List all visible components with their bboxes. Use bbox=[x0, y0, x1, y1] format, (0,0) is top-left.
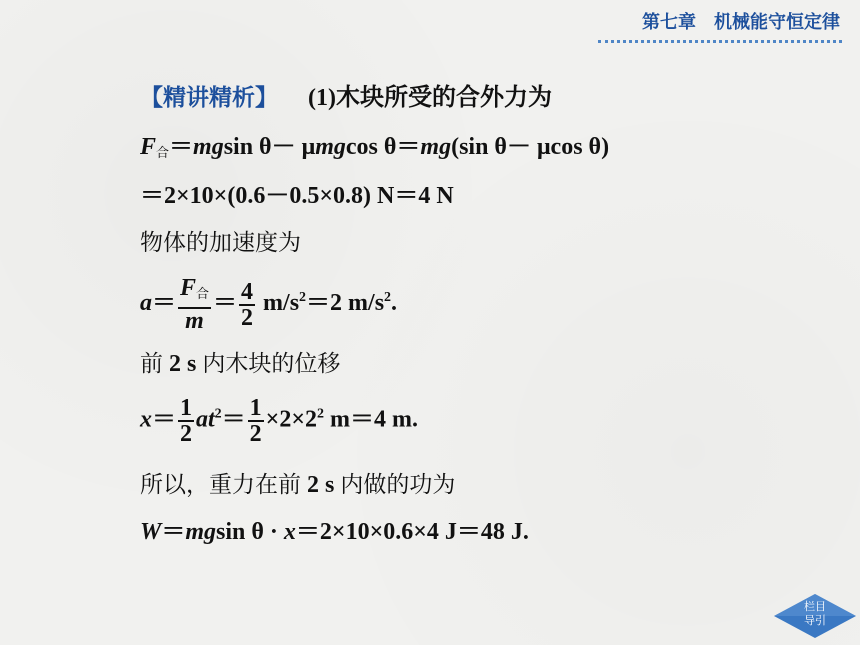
product: ×2×2 bbox=[265, 406, 318, 433]
unit: m/s bbox=[263, 290, 300, 317]
accel-symbol: a bbox=[140, 290, 152, 317]
x-symbol: x bbox=[140, 406, 152, 433]
equals: ＝ bbox=[169, 134, 194, 160]
denominator-2: 2 bbox=[241, 304, 254, 331]
work-intro-post: 内做的功为 bbox=[340, 472, 456, 498]
part1-text bbox=[308, 85, 552, 111]
sin-term: sin θ · bbox=[216, 519, 284, 545]
x-symbol: x bbox=[283, 519, 296, 545]
work-intro-time: 2 s bbox=[307, 472, 335, 498]
numeric-fraction bbox=[239, 280, 255, 330]
disp-intro-time: 2 s bbox=[169, 351, 197, 377]
disp-intro-pre: 前 bbox=[140, 351, 163, 377]
sin-term: sin θ－ μ bbox=[223, 134, 316, 160]
equals: ＝ bbox=[152, 290, 176, 317]
heading-line bbox=[140, 86, 552, 110]
header-divider bbox=[598, 40, 842, 43]
nav-label-line2: 导引 bbox=[804, 614, 826, 627]
equals: ＝ bbox=[221, 406, 246, 433]
equals: ＝ bbox=[161, 519, 186, 545]
denominator-2: 2 bbox=[249, 421, 262, 447]
accel-intro: 物体的加速度为 bbox=[140, 230, 301, 256]
exponent: 2 bbox=[214, 406, 222, 422]
mg-term: mg bbox=[315, 134, 346, 160]
part1-label: (1)木块所受的合外力为 bbox=[308, 85, 552, 111]
paren-term: (sin θ－ μcos θ) bbox=[451, 134, 610, 160]
numerator-4: 4 bbox=[241, 278, 254, 305]
denominator-2: 2 bbox=[180, 421, 192, 447]
accel-equation bbox=[140, 276, 397, 333]
half-fraction bbox=[248, 396, 264, 446]
mg-term: mg bbox=[185, 519, 217, 545]
half-fraction bbox=[178, 396, 194, 446]
chapter-header bbox=[642, 8, 840, 40]
displacement-equation bbox=[140, 396, 418, 446]
period: . bbox=[391, 290, 398, 317]
force-calculation: ＝2×10×(0.6－0.5×0.8) N＝4 N bbox=[140, 183, 454, 209]
exponent: 2 bbox=[384, 290, 392, 306]
exponent: 2 bbox=[299, 290, 307, 306]
chapter-title: 机械能守恒定律 bbox=[714, 12, 840, 33]
chapter-number: 第七章 bbox=[642, 12, 696, 33]
work-intro bbox=[140, 473, 455, 497]
numerator-1: 1 bbox=[249, 395, 262, 421]
denominator-m: m bbox=[185, 308, 204, 334]
disp-intro-post: 内木块的位移 bbox=[202, 351, 341, 377]
displacement-result: m＝4 m. bbox=[324, 406, 419, 433]
work-result: ＝2×10×0.6×4 J＝48 J. bbox=[295, 519, 529, 545]
numerator-F: F bbox=[180, 275, 197, 301]
section-heading: 【精讲精析】 bbox=[140, 85, 278, 111]
work-equation bbox=[140, 520, 529, 544]
numerator-subscript: 合 bbox=[196, 287, 210, 302]
mg-term: mg bbox=[420, 134, 452, 160]
displacement-intro bbox=[140, 352, 340, 376]
work-symbol: W bbox=[140, 519, 162, 545]
equals: ＝ bbox=[152, 406, 176, 433]
nav-label bbox=[772, 600, 858, 628]
result: ＝2 m/s bbox=[306, 290, 385, 317]
cos-term: cos θ＝ bbox=[345, 134, 421, 160]
force-subscript: 合 bbox=[156, 146, 170, 161]
nav-label-line1: 栏目 bbox=[804, 600, 826, 613]
mg-term: mg bbox=[193, 134, 224, 160]
force-equation bbox=[140, 135, 609, 160]
exponent: 2 bbox=[317, 406, 325, 422]
force-mass-fraction bbox=[178, 276, 211, 333]
equals: ＝ bbox=[213, 290, 238, 317]
at-term: at bbox=[196, 406, 215, 433]
force-symbol: F bbox=[140, 134, 157, 160]
work-intro-pre: 所以，重力在前 bbox=[140, 472, 301, 498]
nav-guide-button[interactable] bbox=[772, 592, 858, 638]
numerator-1: 1 bbox=[180, 395, 192, 421]
